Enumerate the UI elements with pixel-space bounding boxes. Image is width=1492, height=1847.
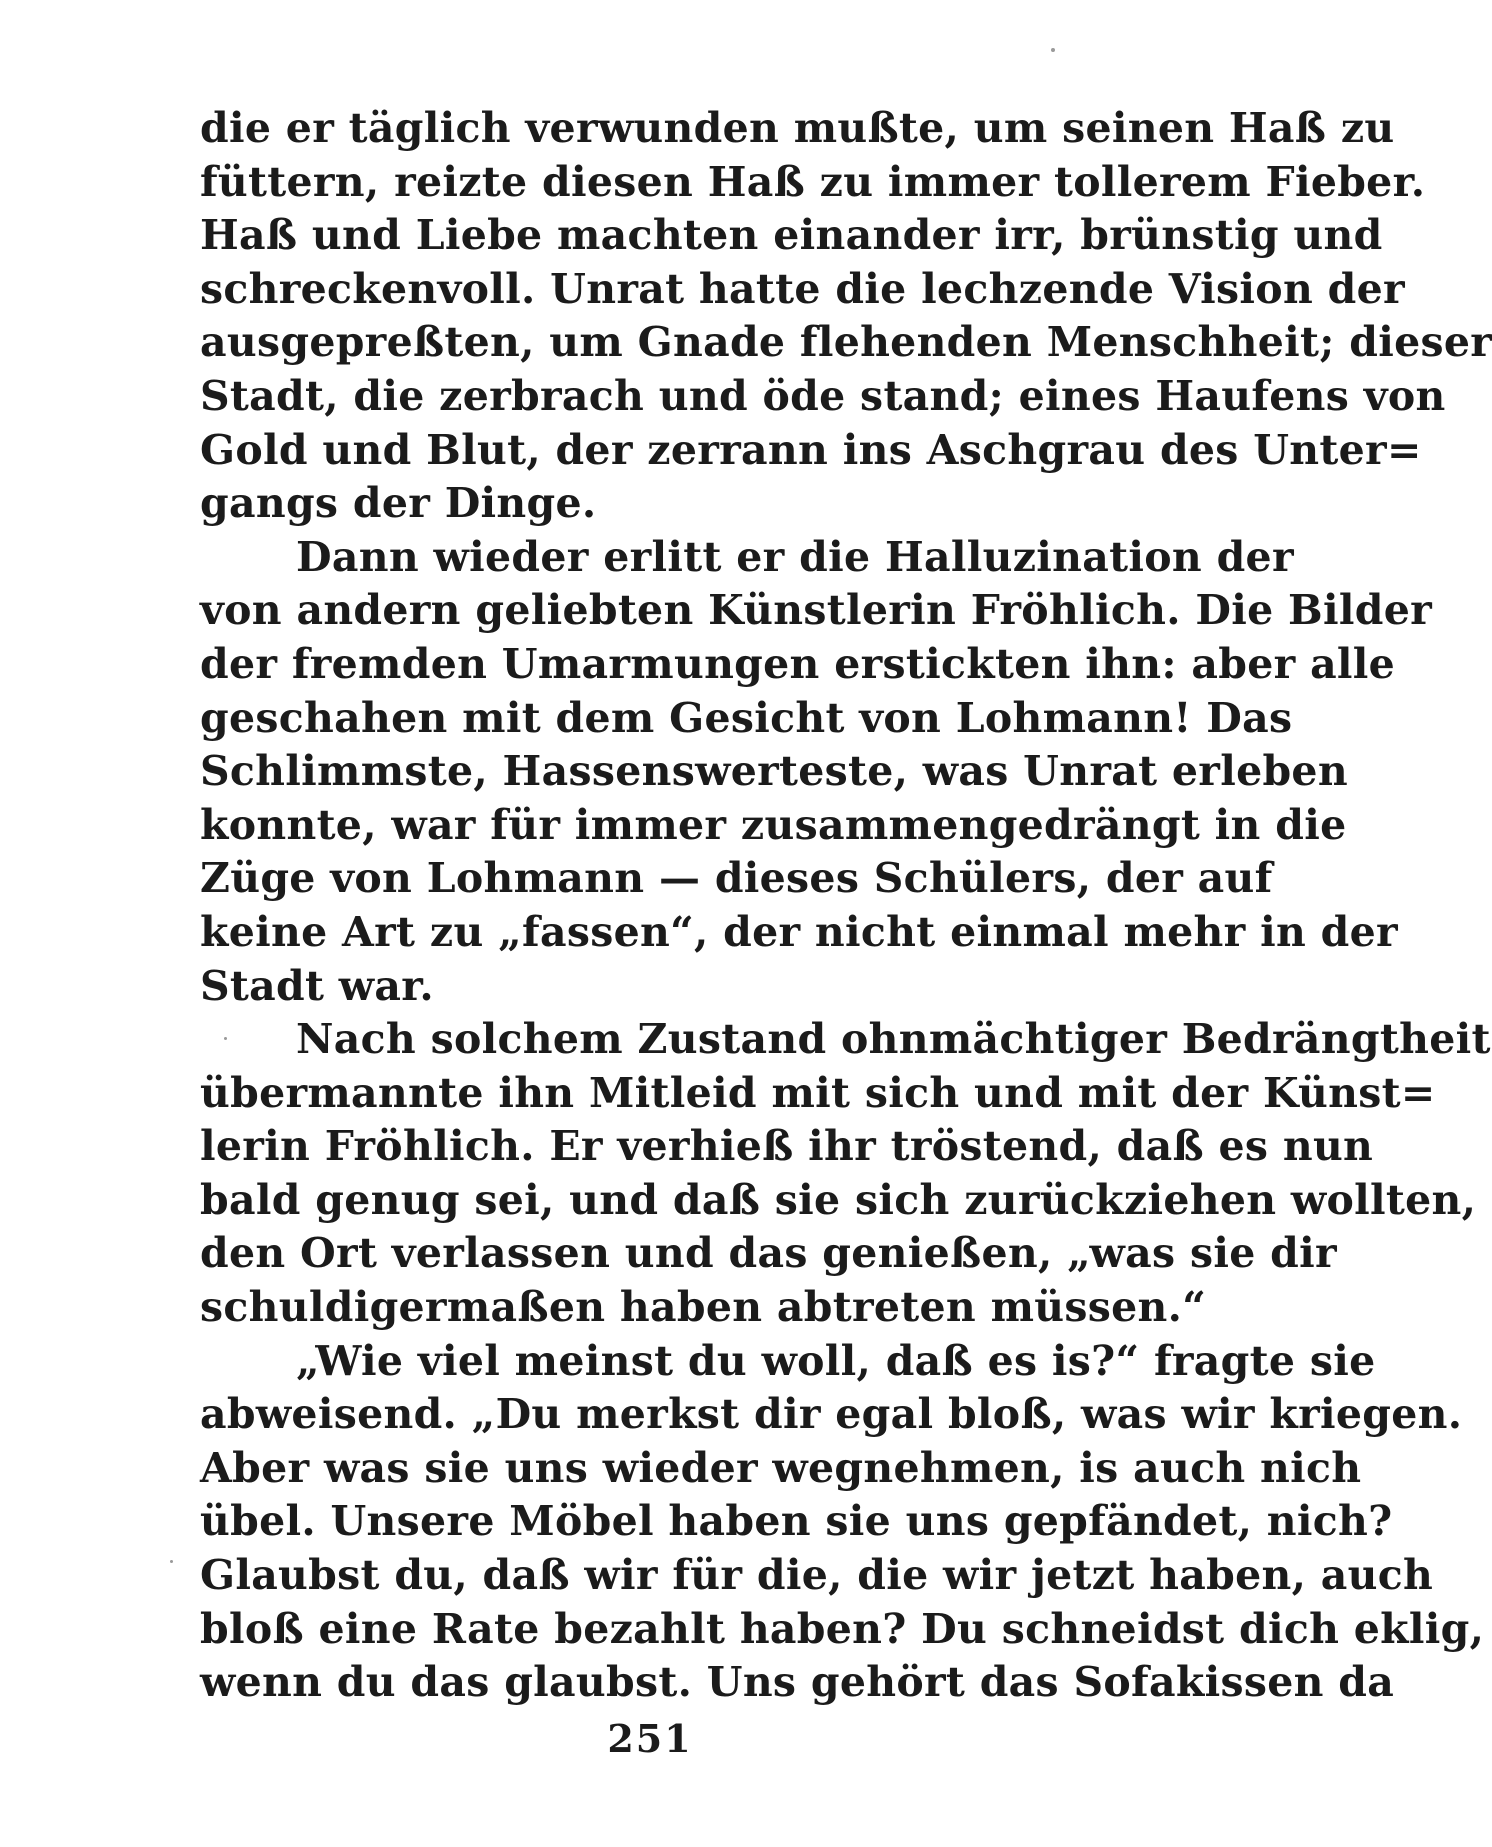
text-line: keine Art zu „fassen“, der nicht einmal mehr in der bbox=[200, 907, 1398, 956]
text-line: abweisend. „Du merkst dir egal bloß, was wir kriegen. bbox=[200, 1390, 1463, 1439]
text-line: Stadt, die zerbrach und öde stand; eines Haufens von bbox=[200, 371, 1446, 420]
text-line: geschahen mit dem Gesicht von Lohmann! Das bbox=[200, 693, 1293, 742]
text-line: von andern geliebten Künstlerin Fröhlich. Die Bilder bbox=[200, 586, 1432, 635]
text-line: Aber was sie uns wieder wegnehmen, is auch nich bbox=[200, 1443, 1362, 1492]
paragraph-first-line: Dann wieder erlitt er die Halluzination der bbox=[296, 532, 1294, 581]
paragraph-first-line: Nach solchem Zustand ohnmächtiger Bedrängtheit bbox=[296, 1015, 1491, 1064]
page-number: 251 bbox=[607, 1716, 693, 1761]
text-line: Gold und Blut, der zerrann ins Aschgrau des Unter= bbox=[200, 425, 1422, 474]
text-line: übermannte ihn Mitleid mit sich und mit der Künst= bbox=[200, 1068, 1436, 1117]
text-line: übel. Unsere Möbel haben sie uns gepfändet, nich? bbox=[200, 1497, 1393, 1546]
text-line: schuldigermaßen haben abtreten müssen.“ bbox=[200, 1283, 1207, 1332]
paragraph-first-line: „Wie viel meinst du woll, daß es is?“ fragte sie bbox=[296, 1336, 1376, 1385]
text-line: lerin Fröhlich. Er verhieß ihr tröstend, daß es nun bbox=[200, 1122, 1374, 1171]
text-line: bloß eine Rate bezahlt haben? Du schneidst dich eklig, bbox=[200, 1604, 1485, 1653]
text-line: Züge von Lohmann — dieses Schülers, der auf bbox=[200, 854, 1273, 903]
text-line: Stadt war. bbox=[200, 961, 434, 1010]
text-line: ausgepreßten, um Gnade flehenden Menschheit; dieser bbox=[200, 318, 1492, 367]
text-line: die er täglich verwunden mußte, um seinen Haß zu bbox=[200, 104, 1395, 152]
text-line: wenn du das glaubst. Uns gehört das Sofakissen da bbox=[200, 1658, 1395, 1707]
paper-speck bbox=[224, 1037, 227, 1040]
text-line: bald genug sei, und daß sie sich zurückziehen wollten, bbox=[200, 1175, 1477, 1224]
paper-speck bbox=[170, 1560, 173, 1563]
text-line: gangs der Dinge. bbox=[200, 479, 597, 528]
text-line: schreckenvoll. Unrat hatte die lechzende Vision der bbox=[200, 264, 1405, 313]
text-line: Glaubst du, daß wir für die, die wir jetzt haben, auch bbox=[200, 1551, 1434, 1600]
text-line: füttern, reizte diesen Haß zu immer tollerem Fieber. bbox=[200, 157, 1426, 206]
text-line: der fremden Umarmungen erstickten ihn: aber alle bbox=[200, 639, 1396, 688]
text-line: konnte, war für immer zusammengedrängt in die bbox=[200, 800, 1347, 849]
text-line: den Ort verlassen und das genießen, „was sie dir bbox=[200, 1229, 1337, 1278]
paper-speck bbox=[1051, 48, 1055, 52]
text-line: Schlimmste, Hassenswerteste, was Unrat erleben bbox=[200, 747, 1348, 796]
body-text bbox=[200, 102, 1492, 1710]
text-line: Haß und Liebe machten einander irr, brünstig und bbox=[200, 211, 1383, 260]
